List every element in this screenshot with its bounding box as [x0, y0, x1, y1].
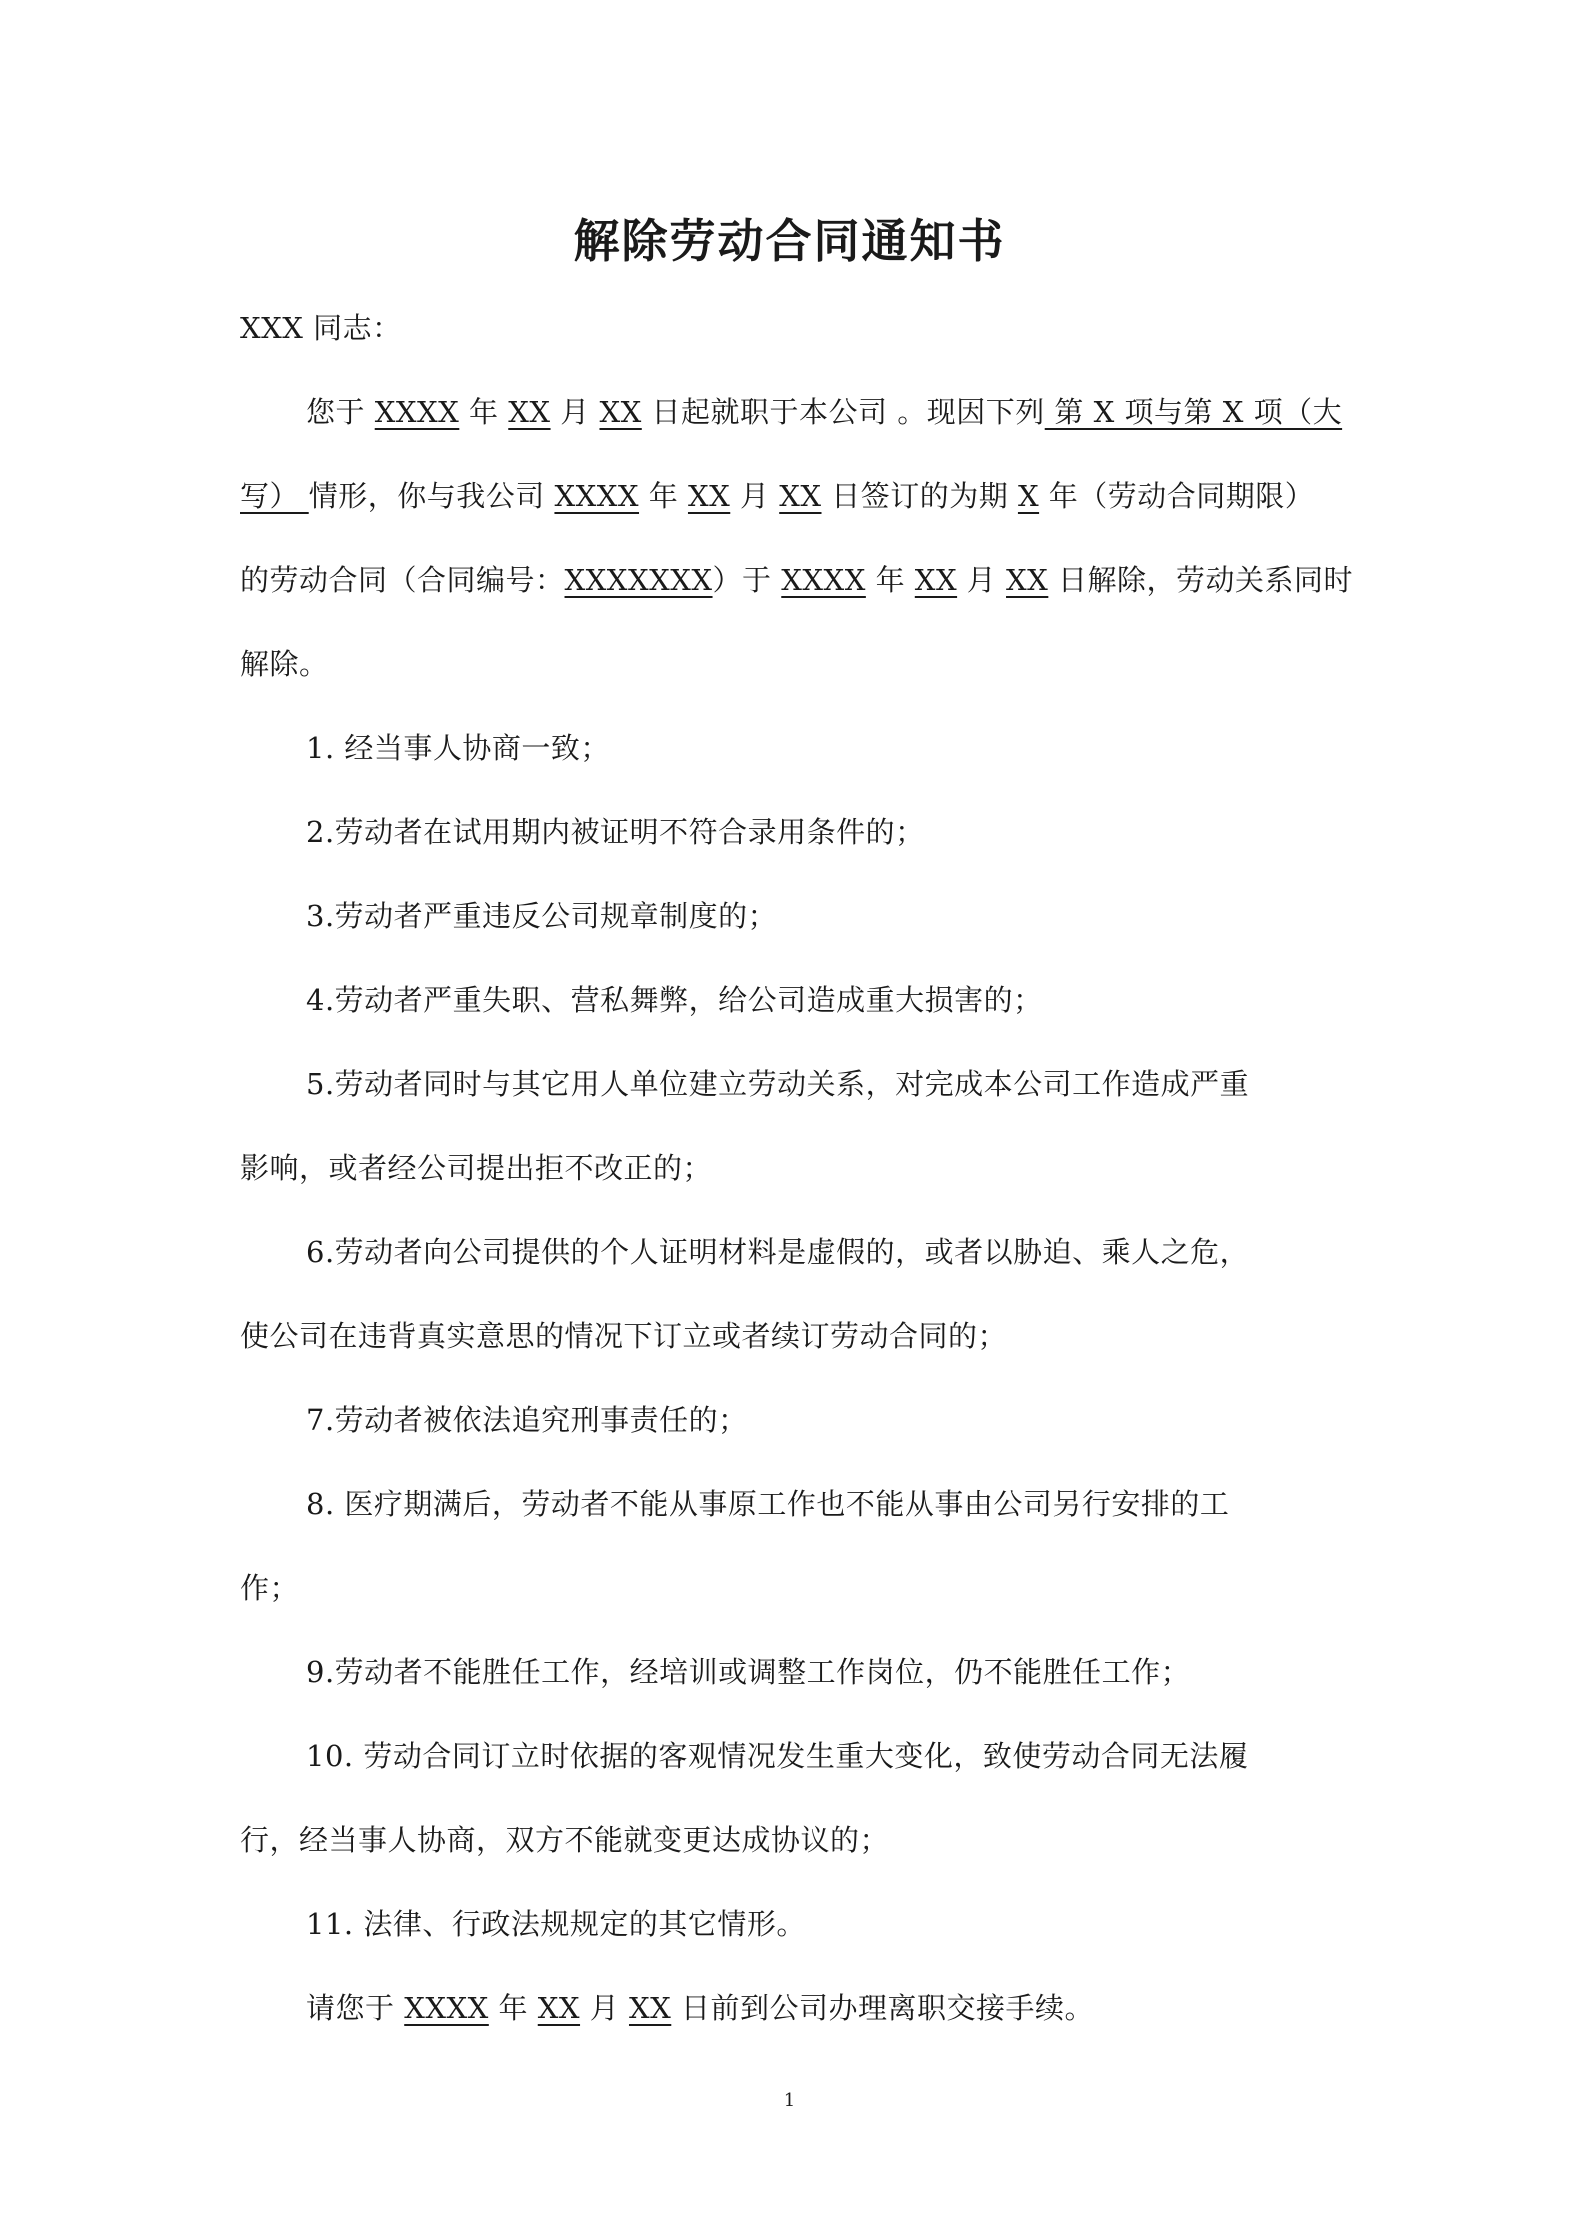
text-run: 您于: [306, 395, 375, 429]
blank-day: XX: [628, 1991, 672, 2025]
salutation: XXX 同志：: [240, 311, 402, 345]
item-5-line-1: 5.劳动者同时与其它用人单位建立劳动关系，对完成本公司工作造成严重: [306, 1067, 1250, 1101]
text-run: 月: [957, 563, 1007, 597]
item-11: 11. 法律、行政法规规定的其它情形。: [306, 1907, 806, 1941]
closing-line: [240, 1966, 1350, 2050]
text-run: 年: [639, 479, 688, 513]
blank-contract-no: XXXXXXX: [564, 563, 713, 597]
item-9: 9.劳动者不能胜任工作，经培训或调整工作岗位，仍不能胜任工作；: [306, 1655, 1191, 1689]
item-4: 4.劳动者严重失职、营私舞弊，给公司造成重大损害的；: [306, 983, 1043, 1017]
text-run: 日解除，劳动关系同时: [1048, 563, 1354, 597]
item-6-line-2: 使公司在违背真实意思的情况下订立或者续订劳动合同的；: [240, 1319, 1008, 1353]
text-run: 月: [550, 395, 600, 429]
text-run: 情形，你与我公司: [308, 479, 555, 513]
text-run: 日签订的为期: [821, 479, 1018, 513]
text-run: 年（劳动合同期限）: [1039, 479, 1315, 513]
text-run: 月: [730, 479, 780, 513]
text-run: 年: [488, 1991, 538, 2025]
item-7: 7.劳动者被依法追究刑事责任的；: [306, 1403, 748, 1437]
blank-month: XX: [508, 395, 551, 429]
blank-items-cont: 写）: [240, 479, 309, 513]
item-10-line-1: 10. 劳动合同订立时依据的客观情况发生重大变化，致使劳动合同无法履: [306, 1739, 1249, 1773]
intro-line-1: [240, 370, 1350, 454]
blank-year: XXXX: [554, 479, 640, 513]
text-run: 月: [580, 1991, 629, 2025]
blank-day: XX: [599, 395, 642, 429]
text-run: 日起就职于本公司 。现因下列: [641, 395, 1045, 429]
document-title: 解除劳动合同通知书: [573, 214, 1006, 268]
item-8-line-2: 作；: [240, 1571, 300, 1605]
document-body: [240, 286, 1354, 2050]
blank-month: XX: [537, 1991, 581, 2025]
blank-term: X: [1017, 479, 1040, 513]
blank-day: XX: [779, 479, 822, 513]
blank-month: XX: [914, 563, 958, 597]
text-run: 请您于: [306, 1991, 405, 2025]
intro-line-4: 解除。: [240, 647, 329, 681]
item-1: 1. 经当事人协商一致；: [306, 731, 610, 765]
intro-line-3: [240, 538, 1354, 622]
blank-month: XX: [687, 479, 731, 513]
blank-year: XXXX: [404, 1991, 489, 2025]
text-run: 日前到公司办理离职交接手续。: [671, 1991, 1095, 2025]
item-6-line-1: 6.劳动者向公司提供的个人证明材料是虚假的，或者以胁迫、乘人之危，: [306, 1235, 1250, 1269]
item-2: 2.劳动者在试用期内被证明不符合录用条件的；: [306, 815, 925, 849]
text-run: 年: [865, 563, 915, 597]
text-run: 年: [459, 395, 509, 429]
item-5-line-2: 影响，或者经公司提出拒不改正的；: [240, 1151, 713, 1185]
blank-day: XX: [1006, 563, 1049, 597]
blank-items: 第 X 项与第 X 项（大: [1044, 395, 1343, 429]
item-3: 3.劳动者严重违反公司规章制度的；: [306, 899, 778, 933]
item-10-line-2: 行，经当事人协商，双方不能就变更达成协议的；: [240, 1823, 890, 1857]
text-run: ）于: [712, 563, 782, 597]
item-8-line-1: 8. 医疗期满后，劳动者不能从事原工作也不能从事由公司另行安排的工: [306, 1487, 1230, 1521]
page-number: 1: [783, 2090, 796, 2111]
blank-year: XXXX: [374, 395, 460, 429]
intro-line-2: [240, 454, 1350, 538]
blank-year: XXXX: [781, 563, 866, 597]
text-run: 的劳动合同（合同编号：: [240, 563, 565, 597]
